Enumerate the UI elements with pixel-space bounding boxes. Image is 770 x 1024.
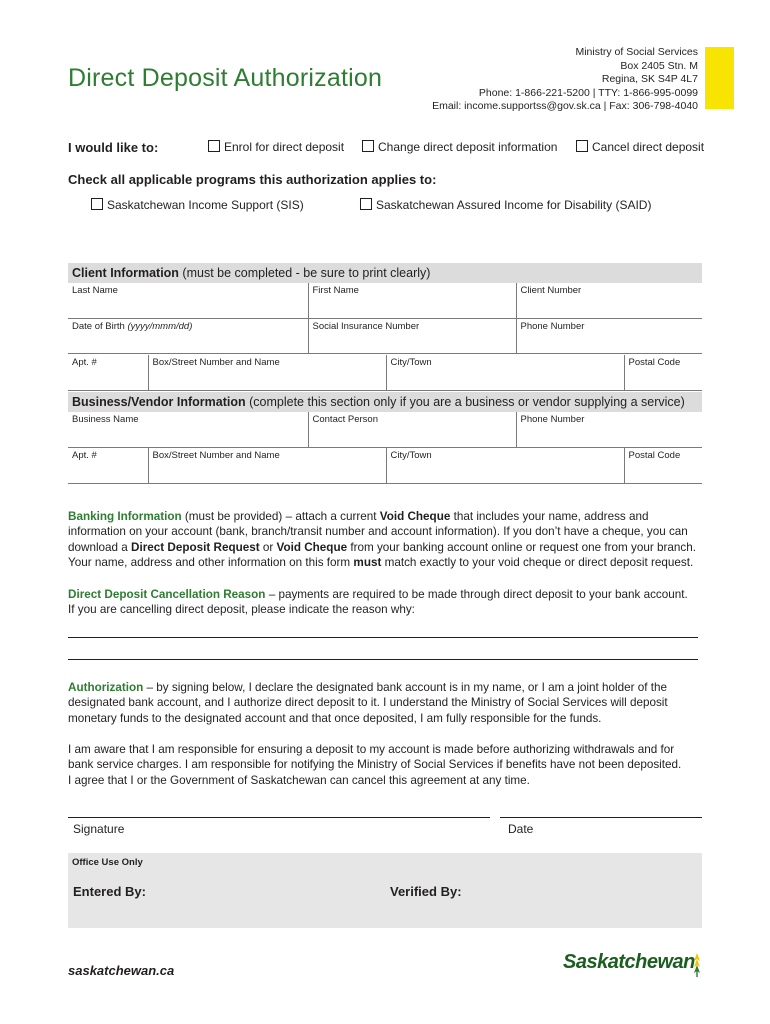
entered-by-label: Entered By: <box>73 884 146 899</box>
page-title: Direct Deposit Authorization <box>68 64 383 92</box>
client-phone-field[interactable] <box>516 318 702 353</box>
banking-text: that includes your name, address and <box>450 510 649 523</box>
business-city-field[interactable] <box>386 448 624 483</box>
business-heading: Business/Vendor Information <box>72 395 246 409</box>
responsibility-text: bank service charges. I am responsible for notifying the Ministry of Social Services if benefits have not been deposited. <box>68 758 682 772</box>
client-heading: Client Information <box>72 266 179 280</box>
responsibility-text: I am aware that I am responsible for ensuring a deposit to my account is made before authorizing withdrawals and for <box>68 743 675 756</box>
change-option[interactable] <box>362 140 557 154</box>
yellow-accent-bar <box>705 47 734 109</box>
client-address-grid <box>68 355 702 391</box>
business-postal-field[interactable] <box>624 448 702 483</box>
business-postal-label: Postal Code <box>628 450 681 461</box>
banking-text: (must be provided) – attach a current <box>181 510 380 523</box>
authorization-paragraph <box>68 680 708 726</box>
banking-text-bold: Void Cheque <box>379 510 451 523</box>
banking-heading: Banking Information <box>68 510 182 523</box>
banking-text: or <box>259 540 277 554</box>
business-street-label: Box/Street Number and Name <box>152 450 280 461</box>
authorization-text: monetary funds to the designated account and that once deposited, I am fully responsible for the funds. <box>68 711 602 725</box>
date-label: Date <box>508 822 534 836</box>
cancellation-heading: Direct Deposit Cancellation Reason <box>68 588 266 601</box>
signature-label: Signature <box>73 822 125 836</box>
change-label: Change direct deposit information <box>378 140 558 154</box>
first-name-label: First Name <box>312 285 359 296</box>
cancellation-text: – payments are required to be made through direct deposit to your bank account. <box>265 588 688 601</box>
business-apt-label: Apt. # <box>72 450 97 461</box>
checkbox-icon[interactable] <box>360 198 372 210</box>
business-phone-label: Phone Number <box>520 414 585 425</box>
business-address-grid <box>68 448 702 484</box>
dob-label: Date of Birth <box>72 320 128 332</box>
office-use-title: Office Use Only <box>72 857 143 868</box>
cancellation-reason-line-1[interactable] <box>68 637 698 638</box>
business-street-field[interactable] <box>148 448 386 483</box>
cancel-option[interactable] <box>576 140 704 154</box>
date-line[interactable] <box>500 817 702 818</box>
last-name-label: Last Name <box>72 285 118 296</box>
business-grid <box>68 412 702 448</box>
verified-by-label: Verified By: <box>390 884 462 899</box>
first-name-field[interactable] <box>308 283 516 318</box>
banking-text: download a <box>68 540 132 554</box>
business-section-header <box>68 392 702 412</box>
said-option[interactable] <box>360 198 651 212</box>
client-city-field[interactable] <box>386 355 624 390</box>
contact-person-label: Contact Person <box>312 414 378 425</box>
checkbox-icon[interactable] <box>362 140 374 152</box>
contact-person-field[interactable] <box>308 412 516 447</box>
checkbox-icon[interactable] <box>91 198 103 210</box>
business-note: (complete this section only if you are a business or vendor supplying a service) <box>245 395 685 409</box>
client-apt-field[interactable] <box>68 355 148 390</box>
saskatchewan-logo: Saskatchewan <box>563 951 695 973</box>
cancellation-text: If you are cancelling direct deposit, please indicate the reason why: <box>68 603 415 617</box>
client-grid <box>68 283 702 354</box>
banking-paragraph <box>68 509 708 571</box>
client-number-field[interactable] <box>516 283 702 318</box>
last-name-field[interactable] <box>68 283 308 318</box>
footer-url: saskatchewan.ca <box>68 963 175 978</box>
sin-field[interactable] <box>308 318 516 353</box>
sin-label: Social Insurance Number <box>312 320 420 332</box>
cancel-label: Cancel direct deposit <box>592 140 705 154</box>
business-name-label: Business Name <box>72 414 139 425</box>
responsibility-text: I agree that I or the Government of Saskatchewan can cancel this agreement at any time. <box>68 773 530 787</box>
dob-format: (yyyy/mmm/dd) <box>127 320 193 332</box>
banking-text-bold: must <box>353 556 382 570</box>
ministry-phone: Phone: 1-866-221-5200 | TTY: 1-866-995-0099 <box>478 86 698 99</box>
signature-line[interactable] <box>68 817 490 818</box>
ministry-email: Email: income.supportss@gov.sk.ca | Fax: 306-798-4040 <box>432 100 698 113</box>
client-street-label: Box/Street Number and Name <box>152 357 280 368</box>
authorization-text: designated bank account, and I authorize direct deposit to it. I understand the Ministry of Social Services will deposit <box>68 696 668 710</box>
enrol-option[interactable] <box>208 140 344 154</box>
banking-text: Your name, address and other information on this form <box>68 556 354 570</box>
sis-label: Saskatchewan Income Support (SIS) <box>107 198 304 212</box>
banking-text: from your banking account online or request one from your branch. <box>347 540 696 554</box>
client-note: (must be completed - be sure to print clearly) <box>178 266 431 280</box>
client-street-field[interactable] <box>148 355 386 390</box>
client-phone-label: Phone Number <box>520 320 585 332</box>
banking-text: information on your account (bank, branch/transit number and account information). If you don’t have a cheque, you can <box>68 525 688 539</box>
ministry-box: Box 2405 Stn. M <box>620 59 698 72</box>
programs-label: Check all applicable programs this authorization applies to: <box>68 172 437 187</box>
banking-text-bold: Void Cheque <box>276 540 348 554</box>
business-apt-field[interactable] <box>68 448 148 483</box>
cancellation-paragraph <box>68 587 708 618</box>
business-phone-field[interactable] <box>516 412 702 447</box>
banking-text: match exactly to your void cheque or direct deposit request. <box>381 556 694 570</box>
authorization-text: – by signing below, I declare the designated bank account is in my name, or I am a joint holder of the <box>143 681 667 694</box>
responsibility-paragraph <box>68 742 708 788</box>
client-number-label: Client Number <box>520 285 582 296</box>
authorization-heading: Authorization <box>68 681 144 694</box>
business-name-field[interactable] <box>68 412 308 447</box>
client-postal-field[interactable] <box>624 355 702 390</box>
client-city-label: City/Town <box>390 357 432 368</box>
office-use-box <box>68 853 702 928</box>
dob-field[interactable] <box>68 318 308 353</box>
cancellation-reason-line-2[interactable] <box>68 659 698 660</box>
business-city-label: City/Town <box>390 450 432 461</box>
checkbox-icon[interactable] <box>576 140 588 152</box>
said-label: Saskatchewan Assured Income for Disability (SAID) <box>376 198 652 212</box>
ministry-city: Regina, SK S4P 4L7 <box>601 73 698 86</box>
wheat-logo-icon <box>690 953 704 977</box>
choice-label: I would like to: <box>68 140 159 155</box>
client-section-header <box>68 263 702 283</box>
ministry-name: Ministry of Social Services <box>575 46 698 58</box>
client-apt-label: Apt. # <box>72 357 97 368</box>
enrol-label: Enrol for direct deposit <box>224 140 345 154</box>
client-postal-label: Postal Code <box>628 357 681 368</box>
ministry-contact-block <box>432 46 698 114</box>
checkbox-icon[interactable] <box>208 140 220 152</box>
sis-option[interactable] <box>91 198 304 212</box>
banking-text-bold: Direct Deposit Request <box>131 540 260 554</box>
